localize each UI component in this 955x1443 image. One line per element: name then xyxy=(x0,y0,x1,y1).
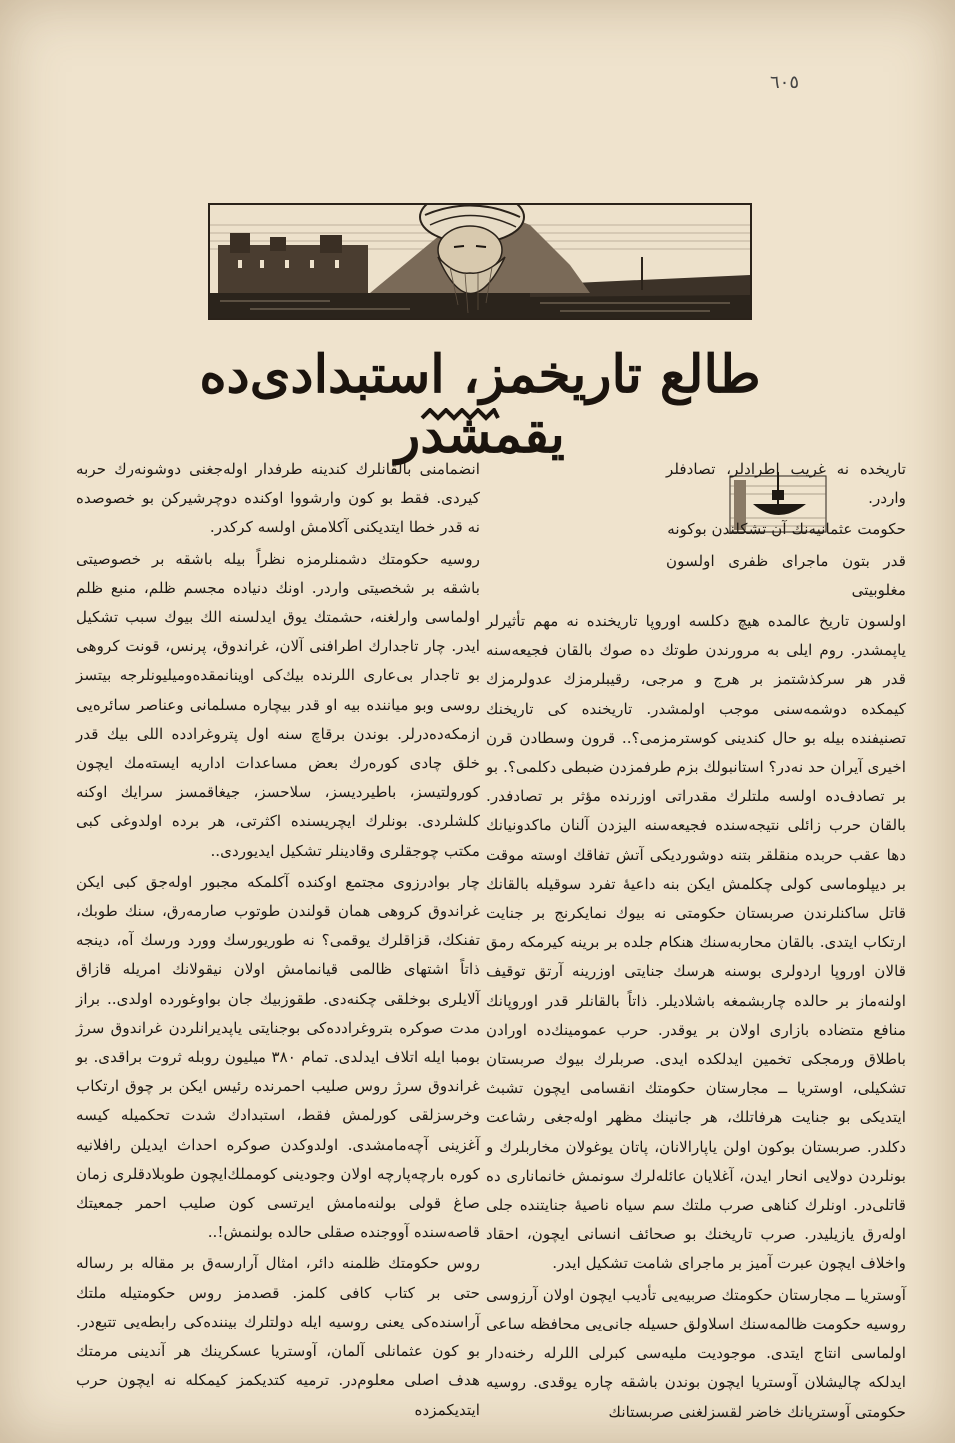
right-column xyxy=(486,455,906,1429)
left-column xyxy=(76,455,480,1427)
lead-line-3: قدر بتون ماجرای ظفری اولسون مغلوبیتی xyxy=(666,551,906,599)
page-number: ٦٠٥ xyxy=(770,72,800,93)
left-paragraph-1: انضمامنی بالقانلرك کندینه طرفدار اوله‌جغنی دوشونه‌رك حربه کیردی. فقط بو کون وارشووا اوکنده دوچرشیرکن بو خصوصده نه قدر خطا ایتدیکنی آکلامش اولسه کرکدر. xyxy=(76,460,480,537)
lead-line-2: حکومت عثمانیه‌نك آن تشکلندن بوکونه xyxy=(667,520,906,539)
turbaned-old-man-with-fortress-icon xyxy=(210,205,750,318)
right-paragraph-2: آوستریا ــ مجارستان حکومتك صربیه‌یی تأدیب ایچون اولان آرزوسی روسیه حکومت ظالمه‌سنك اسلاولق حسیله جانی‌یی محافظه ساعی اولماسی انتاج ایتدی. موجودیت ملیه‌سی کبرلی اللرله رخنه‌دار ایدلکه چالیشلان آوستریا ایچون بوندن باشقه چاره یوقدی. روسیه حکومتی آوستریانك خاضر لقسزلغنی صربستانك xyxy=(486,1285,906,1421)
header-illustration xyxy=(208,203,752,320)
article-title: طالع تاریخمز، استبدادی‌ده یقمشدر xyxy=(199,344,761,465)
left-paragraph-3: چار بوادرزوی مجتمع اوکنده آکلمکه مجبور اوله‌جق کبی ایکن غراندوق کروهی همان قولندن طوتوب صارمه‌رق، سنك طوبك، تفنكك، قزاقلرك یوقمی؟ نه طوریورسك وورد ورسك آه، دینجه ذاتاً اشتهای ظالمی قیانمامش اولان نیقولانك امریله قازاق آلایلری بوخلقی چکنه‌دی. طقوزبیك جان بواوغورده اولدی.. براز مدت صوکره بتروغرادده‌کی بوجنایتی یاپدیرانلردن غراندوق سرژ بومبا ایله اتلاف ایدلدی. تمام ٣٨٠ میلیون روبله ثروت براقدی. بو غراندوق سرژ روس صلیب احمرنده رئیس ایکن بر چوق ارتکاب وخرسزلقی کورلمش فقط، استبدادك شدت تحکمیله کیسه آغزینی آچه‌مامشدی. اولدوکدن صوکره احداث ایدیلن رافلانیه کوره بارچه‌پارچه اولان وجودینی کومملك‌ایچون طوبلادقلری زمان صاغ قولی بولنه‌مامش ایرتسی کون صلیب احمر جمعیتك قاصه‌سنده آووجنده صقلی حالده بولنمش!.. xyxy=(76,872,480,1242)
lead-lines xyxy=(666,455,906,605)
lead-line-1: تاریخده نه غریب اطرادلر، تصادفلر واردر. xyxy=(666,460,906,508)
left-paragraph-2: روسیه حکومتك دشمنلرمزه نظراً بیله باشقه بر خصوصیتی باشقه بر شخصیتی واردر. اونك دنیاده مجسم ظلم، منبع ظلم اولماسی وارلغنه، حشمتك یوق ایدلسنه الك بیوك سبب تشکیل ایدر. چار تاجدارك اطرافنی آلان، غراندوق، پرنس، قونت کروهی بو تاجدار بی‌عاری اللرنده بیك‌کی اوینانمقده‌ومیلیونلرجه بیتسز روسی وبو میاننده بیه او قدر بیچاره مسلمانی وعناصر سائره‌یی ازمکه‌ده‌درلر. بوندن برقاچ سنه اول پتروغراد‌ده اللی بیك قدر خلق چادی کوره‌رك بعض مساعدات اداریه ایسته‌مك ایچون کورولتیسز، باطیردیسز، سلاحسز، جیغاقمسز سرایك اوکنه کلشلردی. بونلرك ایچریسنده اکثرتی، هر برده اولدوغی کبی مکتب چوجقلری وقادینلر تشکیل ایدیوردی.. xyxy=(76,549,480,860)
left-paragraph-4: روس حکومتك ظلمنه دائر، امثال آرارسه‌ق بر مقاله بر رساله حتی بر کتاب کافی کلمز. قصدمز روس حکومتیله ملتك آراسنده‌کی یعنی روسیه ایله دولتلرك بیننده‌کی رابطه‌یی تتبع‌در. بو کون عثمانلی آلمان، آوستریا عسکرینك هر آندینی مرمتك هدف اصلی معلوم‌در. ترمیه کتدیکمز کیمکله نه ایچون حرب ایتدیکمزده xyxy=(76,1254,480,1419)
title-ornament-icon xyxy=(420,408,500,428)
right-paragraph-1: اولسون تاریخ عالمده هیچ دکلسه اوروپا تاریخنده نه مهم تأثیرلر یاپمشدر. روم ایلی به مرورندن طوتك ده صوك بالقان فجیعه‌سنه قدر هر سرکذشتمز بر هرج و مرجی، رقیبلرمزك عدولرمزك کیمکده دوشمه‌سنی موجب اولمشدر. تاریخنده کی تاریخنك تصنیفنده بیله بو حال کندینی کوسترمزمی؟.. قرون وسطادن قرن اخیری آیران حد نه‌در؟ استانبولك بزم طرفمزدن ضبطی دکلمی؟. بو بر تصادف‌ده اولسه ملتلرك مقدراتی اوزرنده مؤثر بر تصادفدر. بالقان حرب زائلی نتیجه‌سنده فجیعه‌سنه الیزدن آلنان ماکدونیانك دها عقب حربده منقلقر بتنه دوشوردیکی آتش تفاقك اوسته موقت بر دیپلوماسی کولی چکلمش ایکن بنه داعیهٔ تفرد سوقیله بالقانك قاتل ساکنلرندن صربستان حکومتی نه بیوك نمایکرنج بر جنایت ارتکاب ایتدی. بالقان محاربه‌سنك هنکام جلده بر برینه کیرمکه رمق قالان اوروپا اردولری بوسنه هرسك جنایتی اوزرینه آرتق توقیف اولنه‌ماز بر حالده چاربشمغه باشلادیلر. ذاتاً بالقانلر قدر اوروپانك منافع متضاده بازاری اولان بر یوقدر. حرب عمومینك‌ده اورادن باطلاق ورمجکی تخمین ایدلکده ایدی. صربلرك بیوك صربستان تشکیلی، اوستریا ــ مجارستان حکومتك انقسامی ایچون تشبث ایتدیکی بو جنایت هرفاتلك، هر جانینك مظهر اوله‌جغی رشاعت دکلدر. صربستان بوکون اولن یاپارالانان، پاتان یوغولان مخاربلرك و بونلردن دولایی انحار ایدن، آغلایان عائله‌لرك سونمش خانماناری ده قاتلی‌در. اونلرك کناهی صرب ملتك سم سیاه ناصیهٔ جنایتنده جلی اوله‌رق یازیلیدر. صرب تاریخنك بو صحائف انسانی ایچون، احقاد واخلاف ایچون عبرت آمیز بر ماجرای شامت تشکیل ایدر. xyxy=(486,612,906,1273)
